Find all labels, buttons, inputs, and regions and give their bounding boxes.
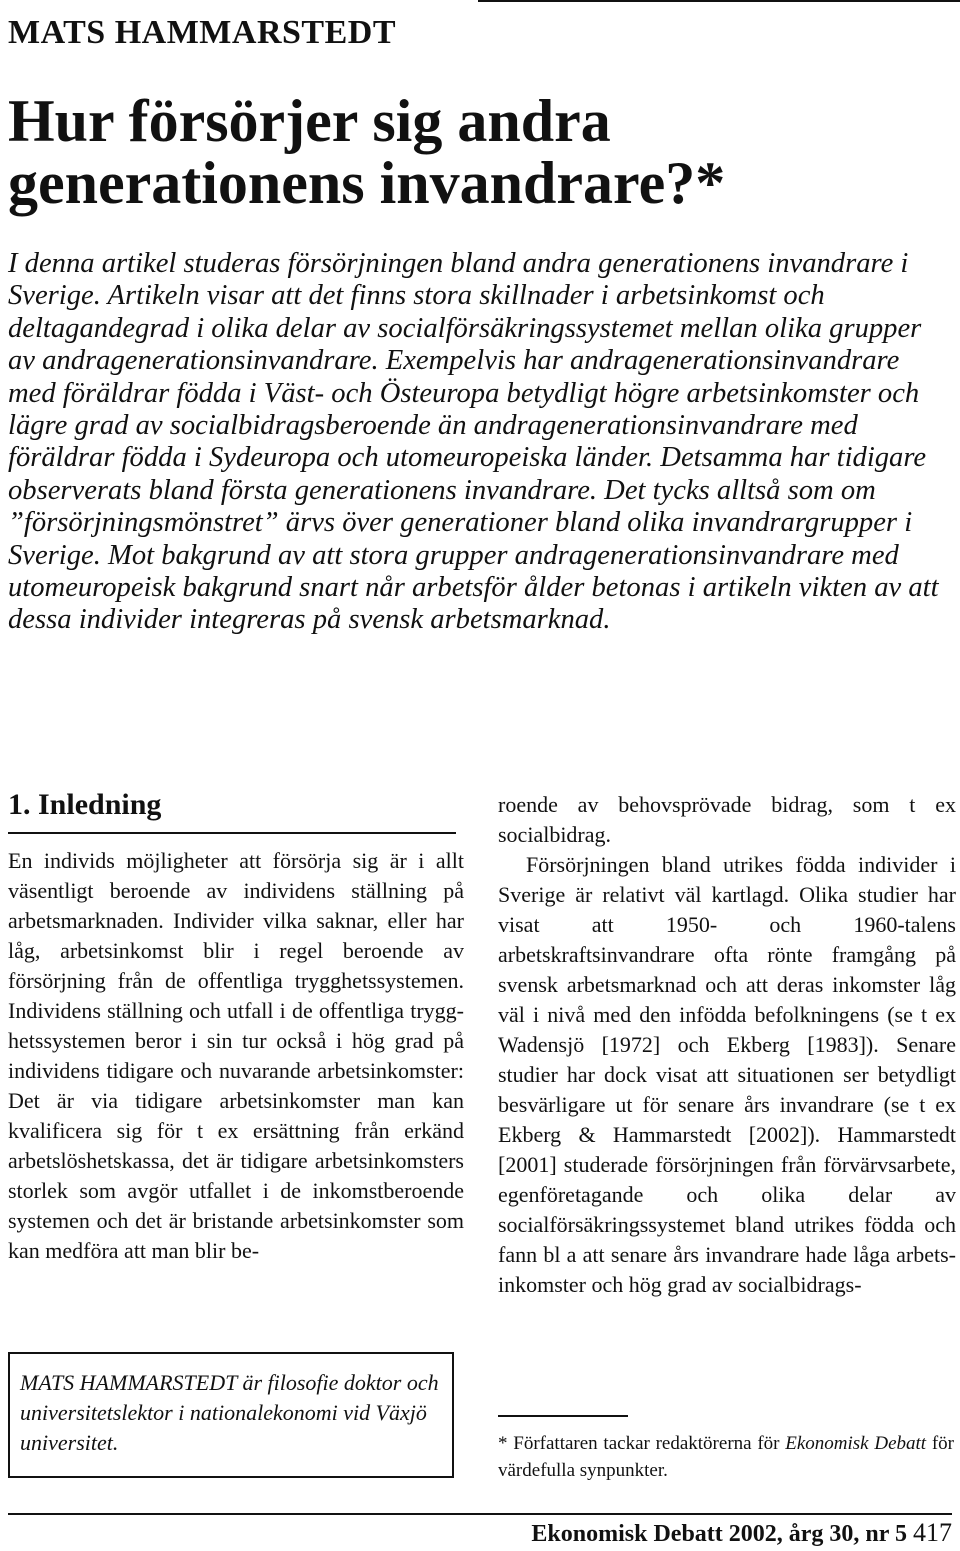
author-bio-box — [8, 1352, 454, 1478]
abstract-text: I denna artikel studeras försörjningen bland andra generationens invandrare i Sverige. Artikeln visar att det finns stora skillnader i arbetsinkomst och deltagandegrad i olika delar av socialförsäkringssystemet mellan olika grupper av andragenerationsinvandrare. Exempelvis har andragenerationsinvandrare med föräldrar födda i Väst- och Östeuropa betydligt högre arbetsinkomster och lägre grad av socialbidragsberoende än andragenerationsinvandrare med föräldrar födda i Sydeuropa och utomeuropeiska länder. Detsamma har tidigare observerats bland första generationens invandrare. Det tycks alltså som om ”försörjningsmönstret” ärvs över generationer bland olika invandrargrupper i Sverige. Mot bakgrund av att stora grupper andragenerationsinvandrare med utomeuropeisk bakgrund snart når arbetsför ålder betonas i artikeln vikten av att dessa individer integreras på svensk arbetsmarknad. — [8, 248, 939, 636]
title-line-2: generationens invandrare?* — [8, 150, 726, 216]
footnote-text-after: för värdefulla synpunkter. — [498, 1433, 955, 1481]
page-number: 417 — [913, 1518, 952, 1547]
author-bio-text: MATS HAMMARSTEDT är filosofie doktor och universitetslektor i nationalekonomi vid Växjö universitet. — [20, 1370, 439, 1455]
footnote-text — [498, 1430, 954, 1484]
article-author: MATS HAMMARSTEDT — [8, 14, 396, 51]
abstract — [8, 248, 953, 637]
section-rule — [8, 832, 456, 834]
page-footer — [531, 1518, 952, 1548]
footnote-journal: Ekonomisk Debatt — [785, 1433, 927, 1454]
footer-journal: Ekonomisk Debatt 2002, årg 30, nr 5 — [531, 1521, 907, 1547]
right-column — [498, 790, 956, 1300]
body-paragraph-right-2: Försörjningen bland utrikes födda individer i Sverige är relativt väl kartlagd. Olika studier har visat att 1950- och 1960-talens arbetskraftsinvandrare ofta rönte framgång på svensk arbetsmarknad och att deras inkomster låg väl i nivå med den infödda befolkningens (se t ex Wadensjö [1972] och Ekberg [1983]). Senare studier har dock visat att situationen ser betydligt besvärligare ut för senare års invandrare (se t ex Ekberg & Hammarstedt [2002]). Hammarstedt [2001] studerade försörjningen från förvärvsarbete, egenföretagande och olika delar av socialförsäkringssystemet bland utrikes födda och fann bl a att senare års invandrare hade låga arbetsinkomster och hög grad av socialbidrags- — [498, 852, 956, 1297]
footer-rule — [8, 1513, 952, 1515]
article-title — [8, 90, 948, 214]
body-paragraph-right-1: roende av behovsprövade bidrag, som t ex socialbidrag. — [498, 792, 956, 847]
footnote-rule — [498, 1415, 628, 1417]
title-line-1: Hur försörjer sig andra — [8, 88, 611, 154]
footnote — [498, 1430, 954, 1484]
top-rule — [478, 0, 960, 2]
body-paragraph-left: En individs möjligheter att försörja sig är i allt väsentligt beroende av individens ställning på arbetsmarknaden. Individer vilka saknar, eller har låg, arbetsinkomst blir i regel beroende av försörjning från de offentliga trygghetssystemen. Individens ställning och utfall i de offentliga trygghetssystemen beror i sin tur också i hög grad på individens tidigare och nuvarande arbetsinkomster: Det är via tidigare arbetsinkomster man kan kvalificera sig för t ex ersättning från erkänd arbetslöshetskassa, det är tidigare arbetsinkomsters storlek som avgör utfallet i de inkomstberoende systemen och det är bristande arbetsinkomster som kan medföra att man blir be- — [8, 848, 464, 1263]
left-column — [8, 788, 464, 1266]
footnote-text-before: * Författaren tackar redaktörerna för — [498, 1433, 786, 1454]
section-heading: 1. Inledning — [8, 788, 162, 821]
